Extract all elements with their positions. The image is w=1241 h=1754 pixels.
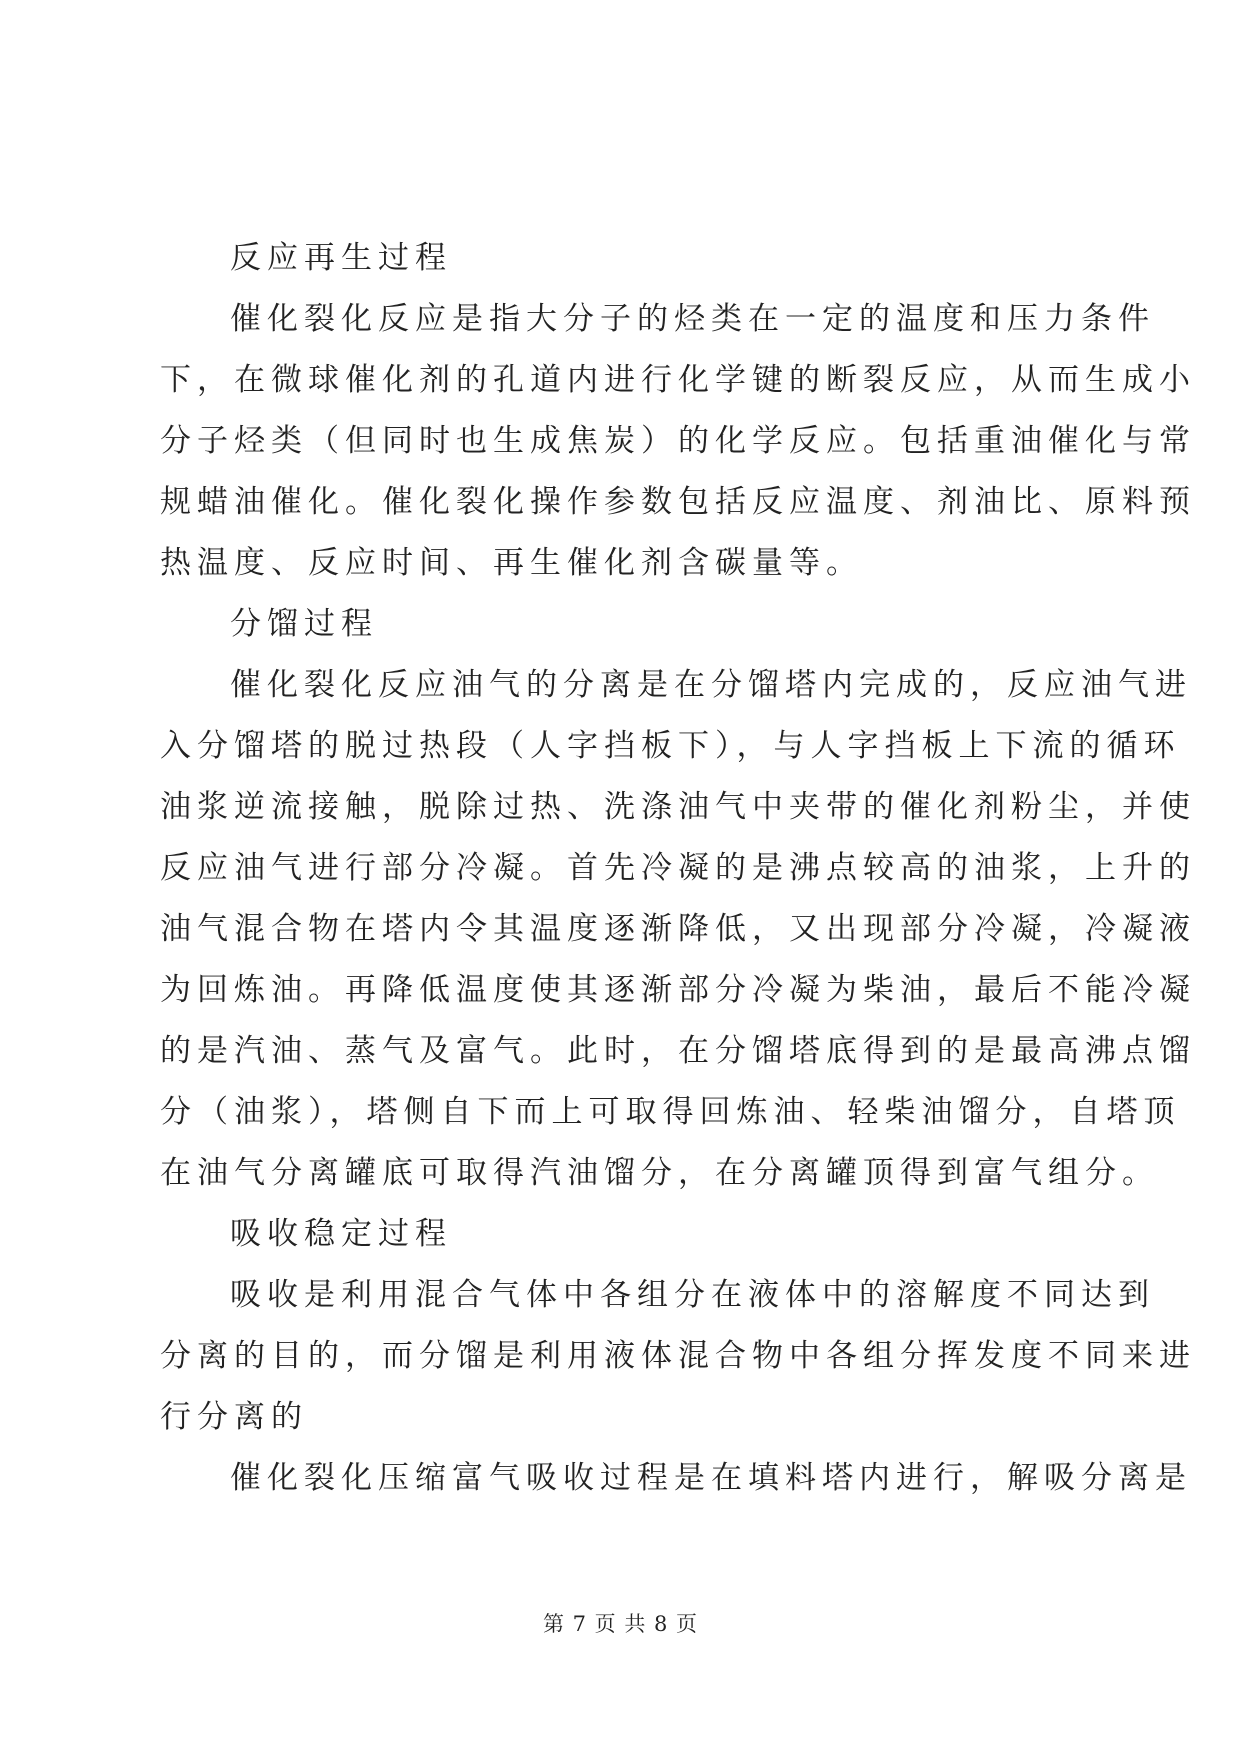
page-number-footer: 第 7 页 共 8 页 bbox=[542, 1612, 699, 1636]
text-line: 为回炼油。再降低温度使其逐渐部分冷凝为柴油，最后不能冷凝 bbox=[160, 972, 1196, 1008]
text-line: 下，在微球催化剂的孔道内进行化学键的断裂反应，从而生成小 bbox=[160, 362, 1196, 398]
text-line: 分离的目的，而分馏是利用液体混合物中各组分挥发度不同来进 bbox=[160, 1338, 1196, 1374]
paragraph bbox=[160, 655, 1196, 1204]
text-line: 入分馏塔的脱过热段（人字挡板下），与人字挡板上下流的循环 bbox=[160, 728, 1181, 764]
document-body bbox=[160, 228, 1196, 1509]
text-line: 催化裂化反应油气的分离是在分馏塔内完成的，反应油气进 bbox=[230, 667, 1192, 703]
text-line: 的是汽油、蒸气及富气。此时，在分馏塔底得到的是最高沸点馏 bbox=[160, 1033, 1196, 1069]
text-line: 规蜡油催化。催化裂化操作参数包括反应温度、剂油比、原料预 bbox=[160, 484, 1196, 520]
text-line: 分子烃类（但同时也生成焦炭）的化学反应。包括重油催化与常 bbox=[160, 423, 1196, 459]
text-line: 行分离的 bbox=[160, 1399, 308, 1435]
text-line: 吸收是利用混合气体中各组分在液体中的溶解度不同达到 bbox=[230, 1277, 1155, 1313]
text-line: 油浆逆流接触，脱除过热、洗涤油气中夹带的催化剂粉尘，并使 bbox=[160, 789, 1196, 825]
paragraph bbox=[160, 1448, 1192, 1509]
text-line: 热温度、反应时间、再生催化剂含碳量等。 bbox=[160, 545, 863, 581]
section-heading: 吸收稳定过程 bbox=[230, 1216, 452, 1252]
text-line: 油气混合物在塔内令其温度逐渐降低，又出现部分冷凝，冷凝液 bbox=[160, 911, 1196, 947]
text-line: 分（油浆），塔侧自下而上可取得回炼油、轻柴油馏分，自塔顶 bbox=[160, 1094, 1181, 1130]
section-heading: 分馏过程 bbox=[230, 606, 378, 642]
text-line: 在油气分离罐底可取得汽油馏分，在分离罐顶得到富气组分。 bbox=[160, 1155, 1159, 1191]
text-line: 催化裂化反应是指大分子的烃类在一定的温度和压力条件 bbox=[230, 301, 1155, 337]
section-heading: 反应再生过程 bbox=[230, 240, 452, 276]
paragraph bbox=[160, 1265, 1196, 1448]
text-line: 反应油气进行部分冷凝。首先冷凝的是沸点较高的油浆，上升的 bbox=[160, 850, 1196, 886]
paragraph bbox=[160, 289, 1196, 594]
text-line: 催化裂化压缩富气吸收过程是在填料塔内进行，解吸分离是 bbox=[230, 1460, 1192, 1496]
